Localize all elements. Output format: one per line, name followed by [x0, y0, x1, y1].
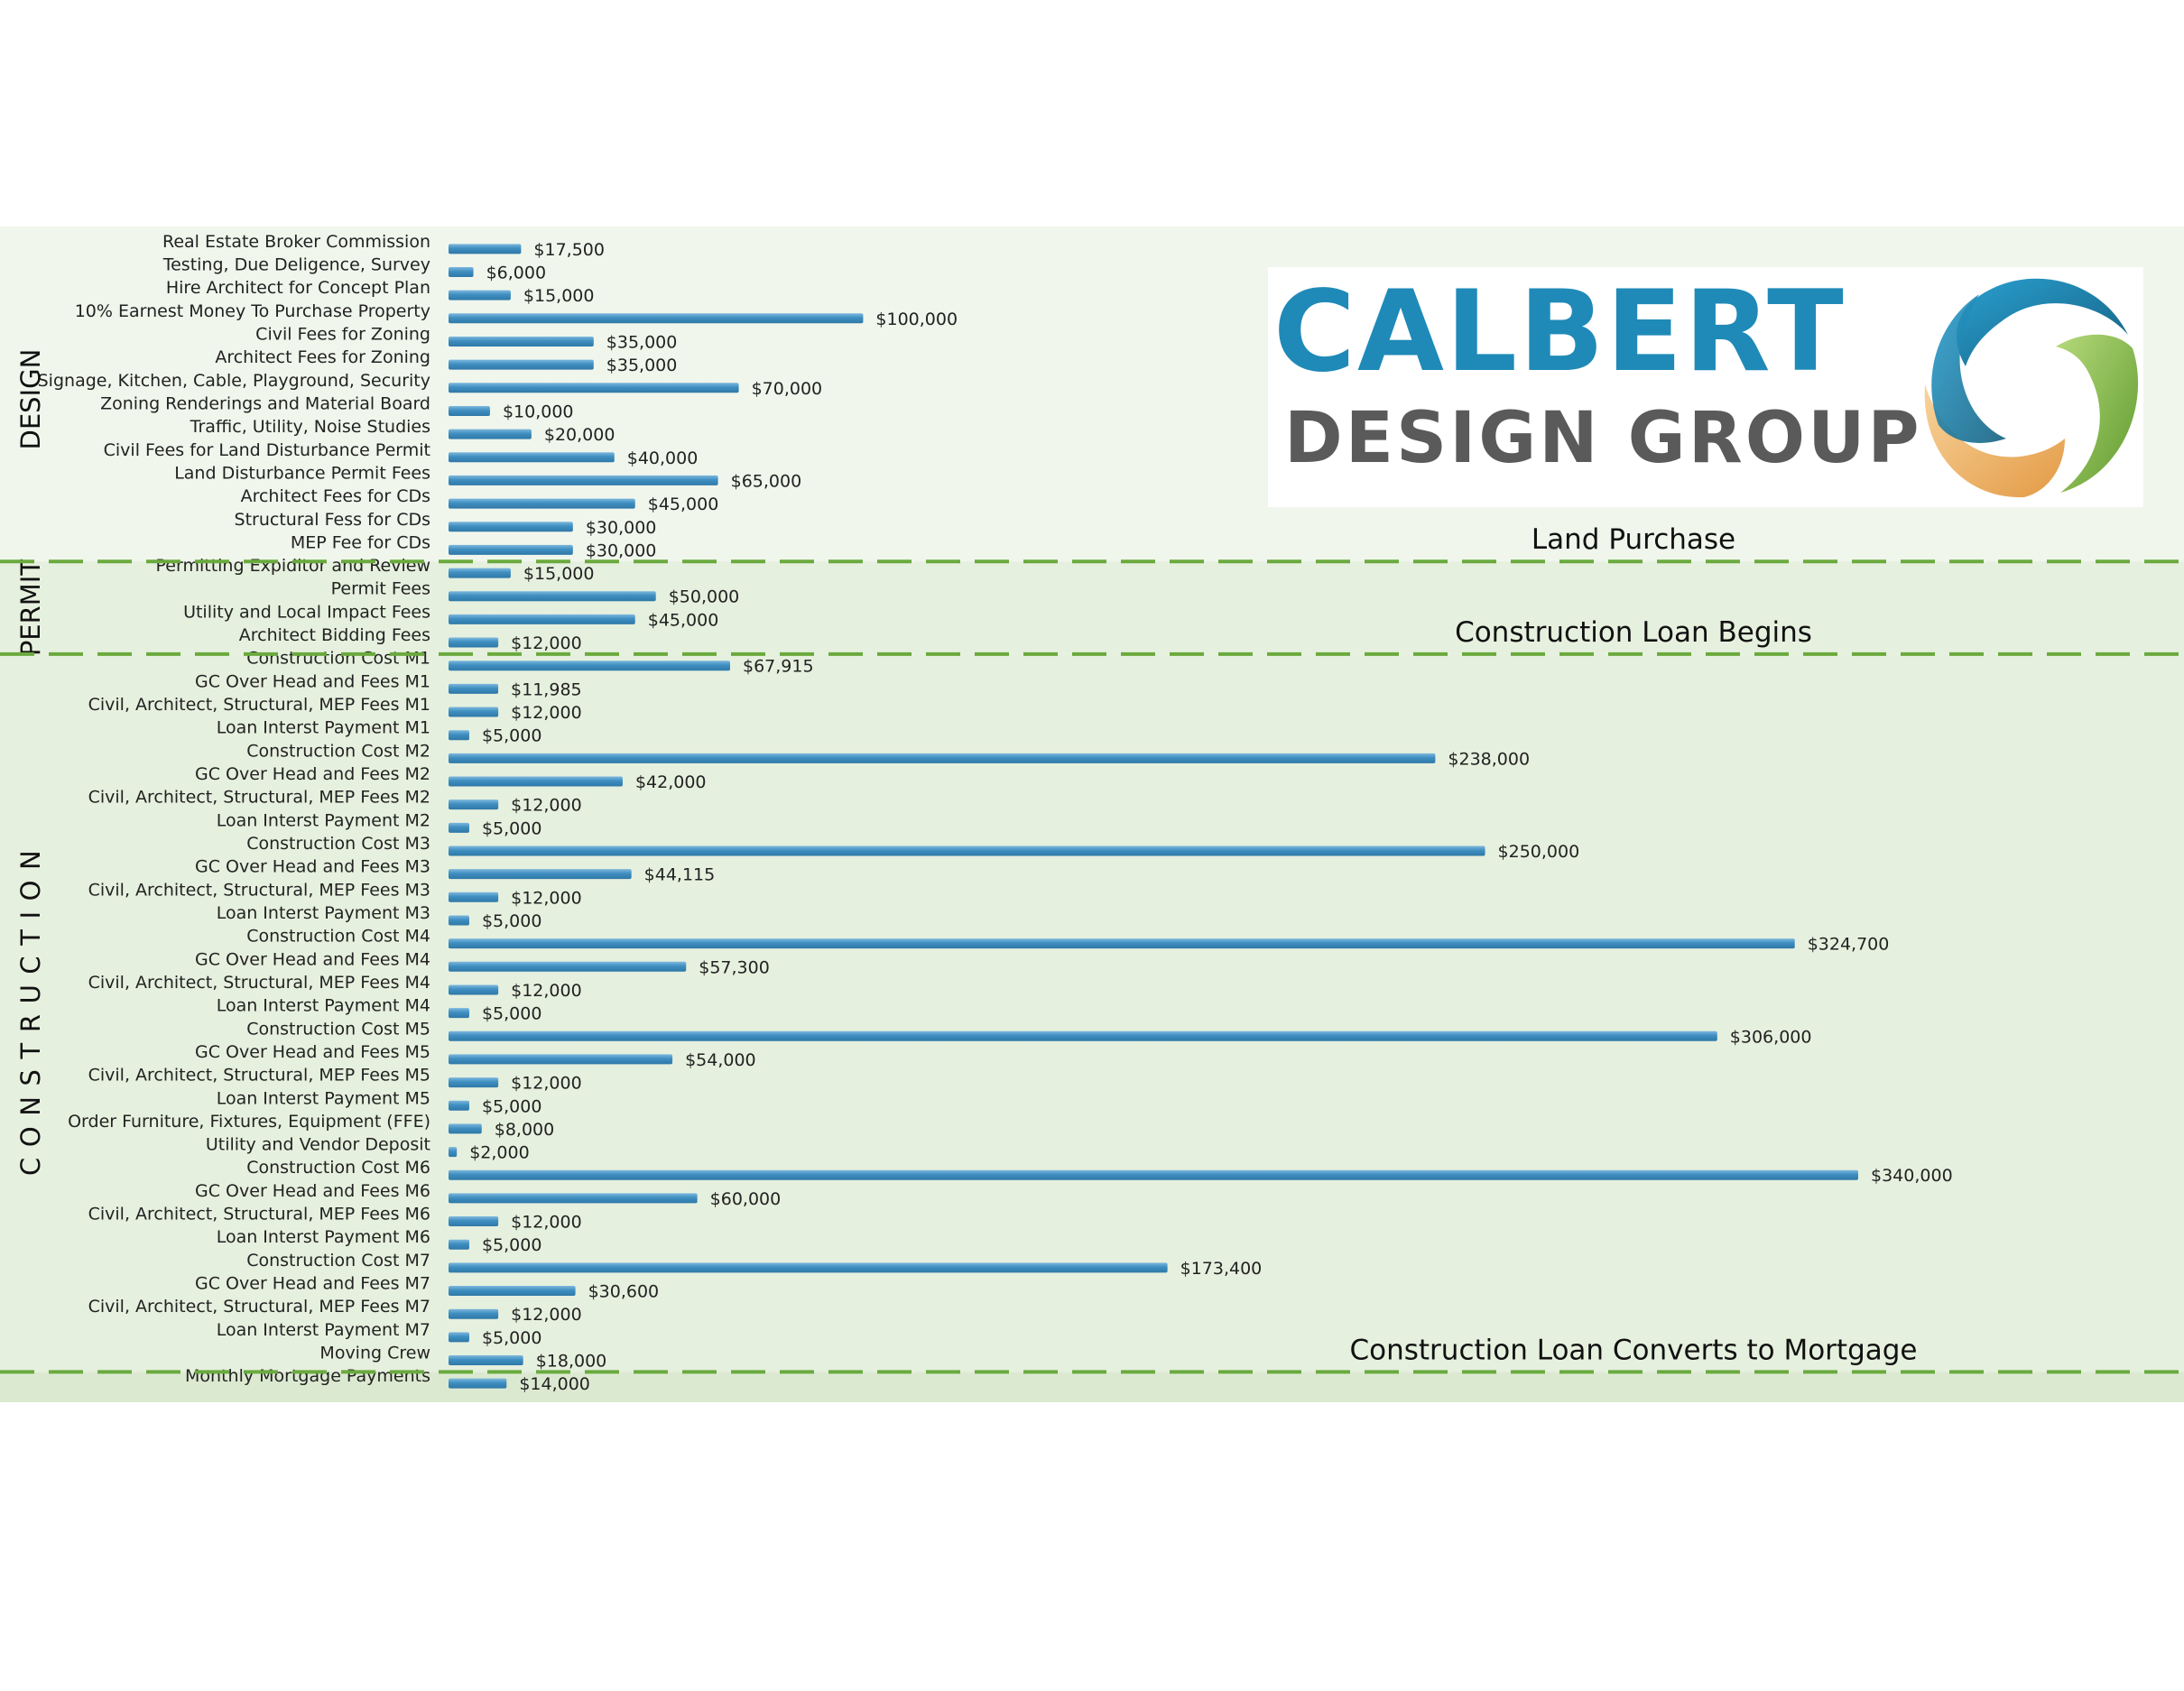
bar	[449, 799, 498, 809]
value-label: $60,000	[709, 1188, 782, 1209]
row-label: Architect Fees for CDs	[240, 486, 430, 507]
row-label: Civil, Architect, Structural, MEP Fees M6	[88, 1204, 430, 1224]
bar	[449, 892, 498, 902]
row-label: MEP Fee for CDs	[290, 532, 430, 553]
value-label: $50,000	[668, 587, 740, 607]
value-label: $12,000	[511, 888, 582, 909]
value-label: $2,000	[469, 1142, 530, 1163]
bar	[449, 1147, 457, 1157]
value-label: $17,500	[533, 239, 605, 260]
bar	[449, 846, 1485, 855]
bar	[449, 962, 686, 972]
value-label: $5,000	[481, 910, 542, 931]
value-label: $54,000	[685, 1049, 756, 1070]
row-label: GC Over Head and Fees M7	[195, 1273, 430, 1294]
bar	[449, 1077, 498, 1087]
value-label: $11,985	[511, 679, 582, 700]
value-label: $70,000	[751, 378, 823, 399]
row-label: GC Over Head and Fees M2	[195, 764, 430, 785]
bar	[449, 291, 511, 300]
row-label: Architect Bidding Fees	[238, 625, 430, 646]
value-label: $12,000	[511, 1305, 582, 1326]
milestone-annotation: Construction Loan Converts to Mortgage	[1349, 1334, 1918, 1367]
row-label: Land Disturbance Permit Fees	[174, 463, 430, 484]
row-label: 10% Earnest Money To Purchase Property	[74, 300, 430, 321]
bar	[449, 568, 511, 578]
row-label: Moving Crew	[319, 1343, 430, 1363]
row-label: Real Estate Broker Commission	[162, 231, 430, 252]
value-label: $12,000	[511, 980, 582, 1001]
row-label: Civil Fees for Zoning	[255, 324, 430, 345]
value-label: $5,000	[481, 818, 542, 839]
value-label: $15,000	[523, 564, 595, 585]
row-label: Construction Cost M7	[246, 1250, 430, 1271]
bar	[449, 1240, 469, 1250]
row-label: Utility and Local Impact Fees	[183, 602, 430, 623]
bar	[449, 545, 573, 555]
row-label: Loan Interst Payment M3	[216, 902, 430, 923]
bar	[449, 777, 623, 787]
milestone-annotation: Construction Loan Begins	[1455, 615, 1812, 649]
row-label: Construction Cost M6	[246, 1158, 430, 1178]
value-label: $5,000	[481, 1096, 542, 1117]
value-label: $14,000	[519, 1374, 590, 1395]
value-label: $45,000	[647, 494, 719, 515]
row-label: Civil Fees for Land Disturbance Permit	[103, 439, 430, 460]
row-label: Order Furniture, Fixtures, Equipment (FFE)	[68, 1111, 430, 1132]
row-label: Civil, Architect, Structural, MEP Fees M5	[88, 1065, 430, 1086]
value-label: $8,000	[494, 1119, 555, 1140]
bar	[449, 313, 863, 323]
value-label: $30,000	[585, 517, 657, 538]
bar	[449, 1216, 498, 1226]
row-label: Loan Interst Payment M5	[216, 1088, 430, 1109]
row-label: Loan Interst Payment M2	[216, 810, 430, 831]
value-label: $57,300	[699, 957, 770, 978]
company-logo	[1268, 267, 2143, 507]
bar	[449, 1054, 672, 1064]
value-label: $12,000	[511, 703, 582, 724]
bar	[449, 661, 730, 670]
row-label: Loan Interst Payment M6	[216, 1227, 430, 1248]
value-label: $5,000	[481, 1327, 542, 1348]
value-label: $20,000	[543, 425, 615, 446]
row-label: Signage, Kitchen, Cable, Playground, Security	[37, 370, 430, 391]
row-label: GC Over Head and Fees M3	[195, 856, 430, 877]
row-label: Utility and Vendor Deposit	[205, 1134, 430, 1155]
row-label: Construction Cost M2	[246, 741, 430, 762]
bar	[449, 1193, 698, 1203]
value-label: $44,115	[643, 864, 716, 885]
row-label: Zoning Renderings and Material Board	[100, 393, 430, 414]
bar	[449, 1170, 1858, 1180]
bar	[449, 1262, 1168, 1272]
bar	[449, 591, 656, 601]
bar	[449, 452, 615, 462]
bar	[449, 984, 498, 994]
value-label: $100,000	[875, 309, 958, 329]
bar	[449, 915, 469, 925]
bar	[449, 614, 635, 624]
row-label: Structural Fess for CDs	[234, 509, 430, 530]
value-label: $35,000	[606, 332, 678, 353]
bar	[449, 244, 521, 254]
value-label: $35,000	[606, 356, 678, 376]
row-label: Permit Fees	[330, 578, 430, 599]
bar	[449, 1101, 469, 1111]
logo-wordmark-design-group: DESIGN GROUP	[1284, 398, 1922, 479]
row-label: Monthly Mortgage Payments	[185, 1366, 430, 1387]
bar	[449, 938, 1795, 948]
value-label: $42,000	[634, 772, 707, 793]
bar	[449, 383, 739, 393]
row-label: Permitting Expiditor and Review	[155, 556, 430, 577]
row-label: Loan Interst Payment M1	[216, 717, 430, 738]
bar	[449, 1332, 469, 1342]
row-label: Construction Cost M3	[246, 833, 430, 854]
bar	[449, 267, 474, 277]
value-label: $18,000	[535, 1351, 607, 1372]
row-label: Loan Interst Payment M4	[216, 995, 430, 1016]
value-label: $67,915	[743, 656, 814, 677]
value-label: $12,000	[511, 633, 582, 654]
bar	[449, 522, 573, 531]
bar	[449, 1008, 469, 1018]
row-label: Traffic, Utility, Noise Studies	[190, 417, 430, 438]
bar	[449, 1286, 576, 1296]
logo-wordmark-calbert: CALBERT	[1273, 267, 1846, 397]
bar	[449, 1355, 523, 1365]
swirl-logo-icon	[1916, 267, 2142, 507]
value-label: $65,000	[730, 471, 802, 492]
value-label: $5,000	[481, 1235, 542, 1256]
bar	[449, 1309, 498, 1319]
value-label: $324,700	[1807, 934, 1890, 955]
row-label: Hire Architect for Concept Plan	[165, 278, 430, 299]
row-label: Construction Cost M4	[246, 926, 430, 947]
value-label: $250,000	[1497, 841, 1580, 862]
bar	[449, 1031, 1717, 1041]
bar	[449, 823, 469, 833]
value-label: $10,000	[502, 402, 574, 422]
value-label: $5,000	[481, 725, 542, 746]
bar	[449, 406, 490, 416]
bar	[449, 337, 594, 347]
value-label: $340,000	[1871, 1166, 1953, 1187]
section-title: C O N S T R U C T I O N	[15, 850, 46, 1176]
row-label: Civil, Architect, Structural, MEP Fees M4	[88, 972, 430, 993]
row-label: GC Over Head and Fees M1	[195, 671, 430, 692]
row-label: Testing, Due Deligence, Survey	[162, 254, 430, 275]
row-label: Civil, Architect, Structural, MEP Fees M1	[88, 695, 430, 716]
value-label: $12,000	[511, 1073, 582, 1094]
value-label: $6,000	[486, 263, 547, 283]
value-label: $30,600	[588, 1281, 660, 1302]
row-label: GC Over Head and Fees M6	[195, 1180, 430, 1201]
bar	[449, 476, 718, 485]
bar	[449, 1123, 482, 1133]
row-label: Construction Cost M1	[246, 648, 430, 669]
row-label: Civil, Architect, Structural, MEP Fees M2	[88, 787, 430, 808]
value-label: $40,000	[626, 448, 699, 468]
value-label: $45,000	[647, 610, 719, 631]
bar	[449, 730, 469, 740]
row-label: Construction Cost M5	[246, 1019, 430, 1040]
row-label: Civil, Architect, Structural, MEP Fees M7	[88, 1297, 430, 1317]
value-label: $15,000	[523, 286, 595, 307]
value-label: $306,000	[1729, 1027, 1812, 1048]
bar	[449, 707, 498, 717]
bar	[449, 430, 532, 439]
value-label: $12,000	[511, 1212, 582, 1233]
row-label: Architect Fees for Zoning	[215, 347, 430, 368]
value-label: $30,000	[585, 541, 657, 561]
value-label: $5,000	[481, 1003, 542, 1024]
row-label: GC Over Head and Fees M5	[195, 1041, 430, 1062]
section-title: DESIGN	[15, 348, 46, 450]
bar	[449, 499, 635, 509]
bar	[449, 869, 632, 879]
bar	[449, 684, 498, 694]
bar	[449, 360, 594, 370]
value-label: $173,400	[1180, 1258, 1263, 1279]
bar	[449, 1379, 506, 1389]
bar	[449, 753, 1435, 763]
value-label: $238,000	[1448, 749, 1531, 770]
bar	[449, 638, 498, 648]
row-label: GC Over Head and Fees M4	[195, 949, 430, 970]
row-label: Civil, Architect, Structural, MEP Fees M3	[88, 880, 430, 901]
row-label: Loan Interst Payment M7	[216, 1319, 430, 1340]
section-title: PERMIT	[15, 559, 46, 657]
milestone-annotation: Land Purchase	[1531, 523, 1736, 557]
value-label: $12,000	[511, 795, 582, 816]
